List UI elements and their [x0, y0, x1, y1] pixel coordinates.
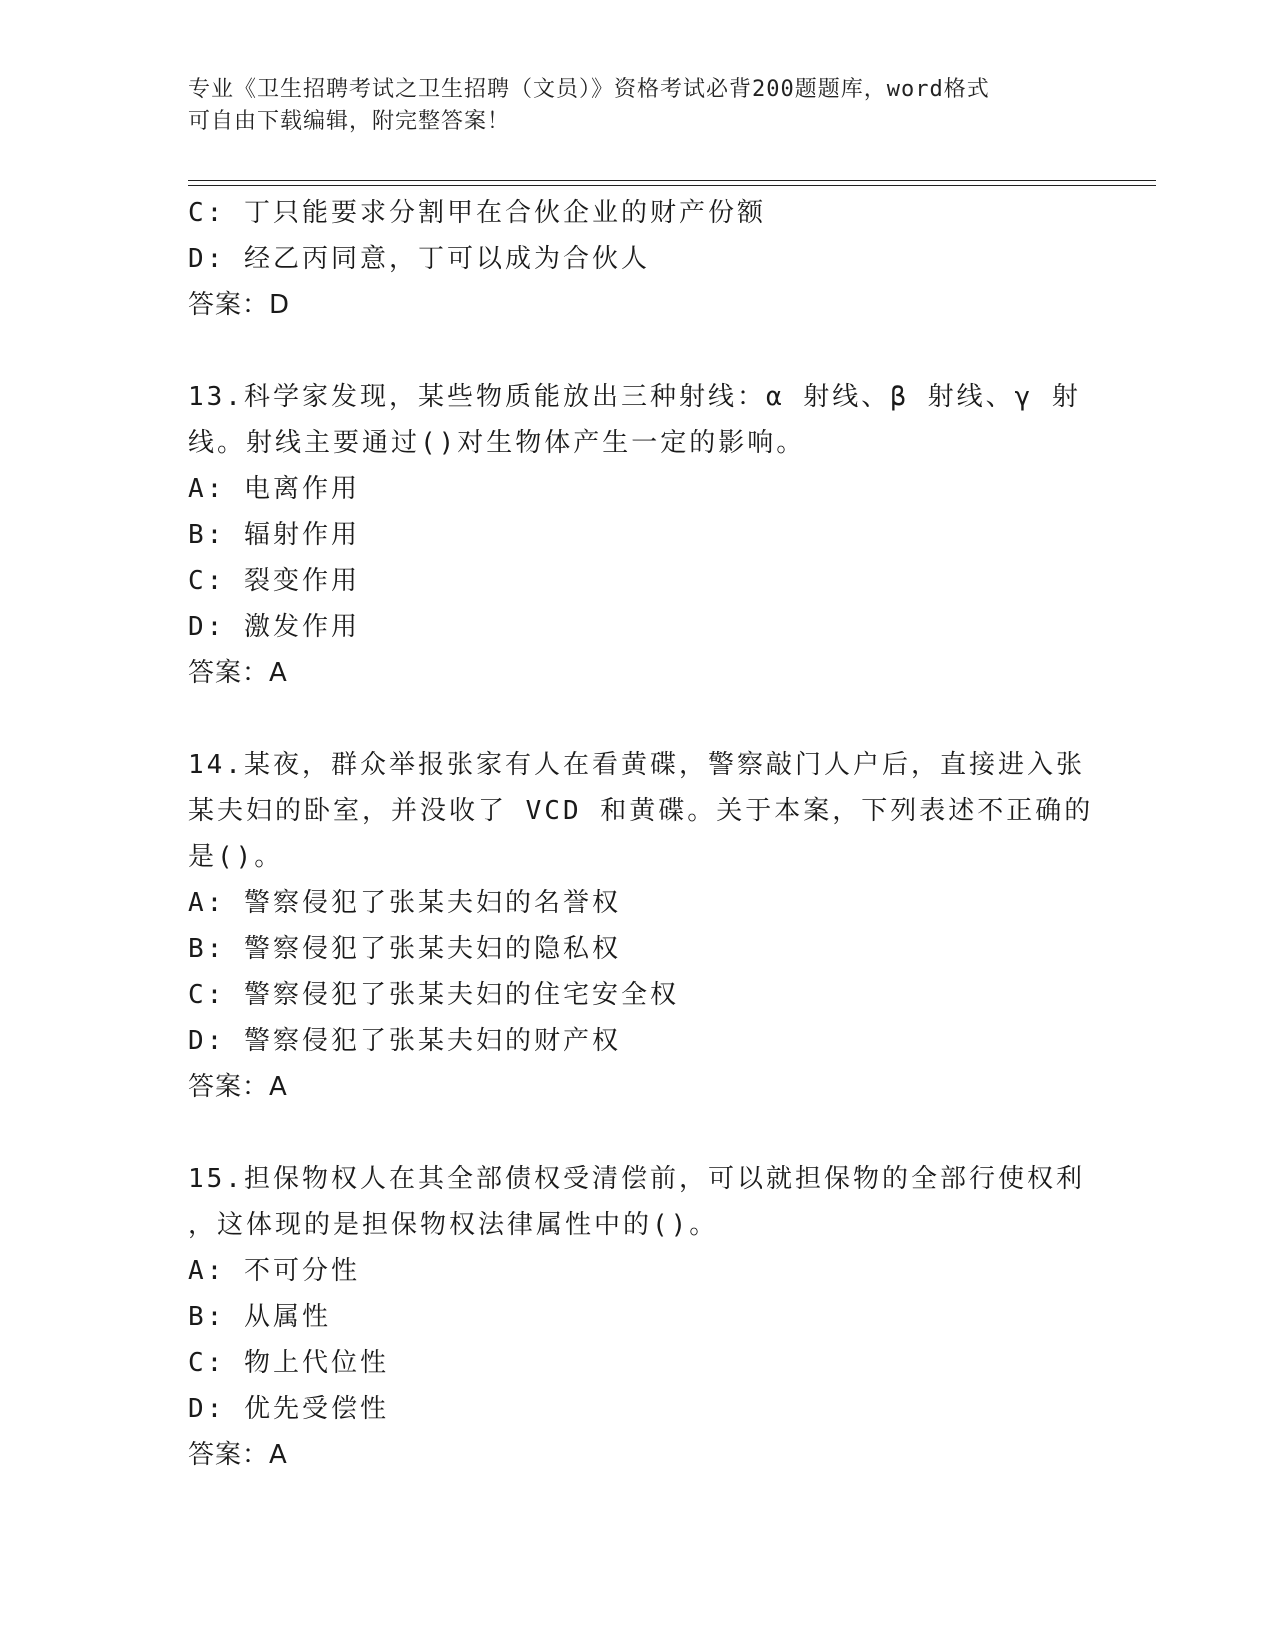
question-12-tail — [188, 190, 1108, 328]
option-a: A: 不可分性 — [188, 1256, 360, 1286]
option-c: C: 裂变作用 — [188, 566, 360, 596]
header-divider-bottom — [188, 185, 1156, 186]
option-d: D: 警察侵犯了张某夫妇的财产权 — [188, 1026, 621, 1056]
question-text-line-2: 某夫妇的卧室，并没收了 VCD 和黄碟。关于本案，下列表述不正确的 — [188, 796, 1094, 826]
option-c: C: 物上代位性 — [188, 1348, 389, 1378]
answer: 答案：D — [188, 290, 291, 320]
question-15 — [188, 1156, 1108, 1478]
question-text-line-1: 13.科学家发现，某些物质能放出三种射线：α 射线、β 射线、γ 射 — [188, 382, 1081, 412]
question-text-line-3: 是()。 — [188, 842, 284, 872]
answer: 答案：A — [188, 1072, 288, 1102]
answer: 答案：A — [188, 658, 288, 688]
question-text-line-1: 15.担保物权人在其全部债权受清偿前，可以就担保物的全部行使权利 — [188, 1164, 1085, 1194]
option-d: D: 经乙丙同意，丁可以成为合伙人 — [188, 244, 650, 274]
option-d: D: 激发作用 — [188, 612, 360, 642]
option-c: C: 警察侵犯了张某夫妇的住宅安全权 — [188, 980, 679, 1010]
spacer — [188, 328, 1108, 374]
question-14 — [188, 742, 1108, 1110]
header-line-1: 专业《卫生招聘考试之卫生招聘（文员）》资格考试必背200题题库，word格式 — [188, 77, 990, 102]
question-13 — [188, 374, 1108, 696]
document-header — [188, 74, 1088, 138]
option-a: A: 电离作用 — [188, 474, 360, 504]
option-a: A: 警察侵犯了张某夫妇的名誉权 — [188, 888, 621, 918]
header-line-2: 可自由下载编辑，附完整答案！ — [188, 109, 511, 134]
option-b: B: 警察侵犯了张某夫妇的隐私权 — [188, 934, 621, 964]
question-list — [188, 190, 1108, 1478]
option-b: B: 从属性 — [188, 1302, 331, 1332]
question-text-line-1: 14.某夜，群众举报张家有人在看黄碟，警察敲门人户后，直接进入张 — [188, 750, 1085, 780]
question-text-line-2: ，这体现的是担保物权法律属性中的()。 — [188, 1210, 719, 1240]
option-c: C: 丁只能要求分割甲在合伙企业的财产份额 — [188, 198, 766, 228]
option-b: B: 辐射作用 — [188, 520, 360, 550]
question-text-line-2: 线。射线主要通过()对生物体产生一定的影响。 — [188, 428, 806, 458]
spacer — [188, 1110, 1108, 1156]
answer: 答案：A — [188, 1440, 288, 1470]
header-divider-top — [188, 180, 1156, 181]
spacer — [188, 696, 1108, 742]
option-d: D: 优先受偿性 — [188, 1394, 389, 1424]
